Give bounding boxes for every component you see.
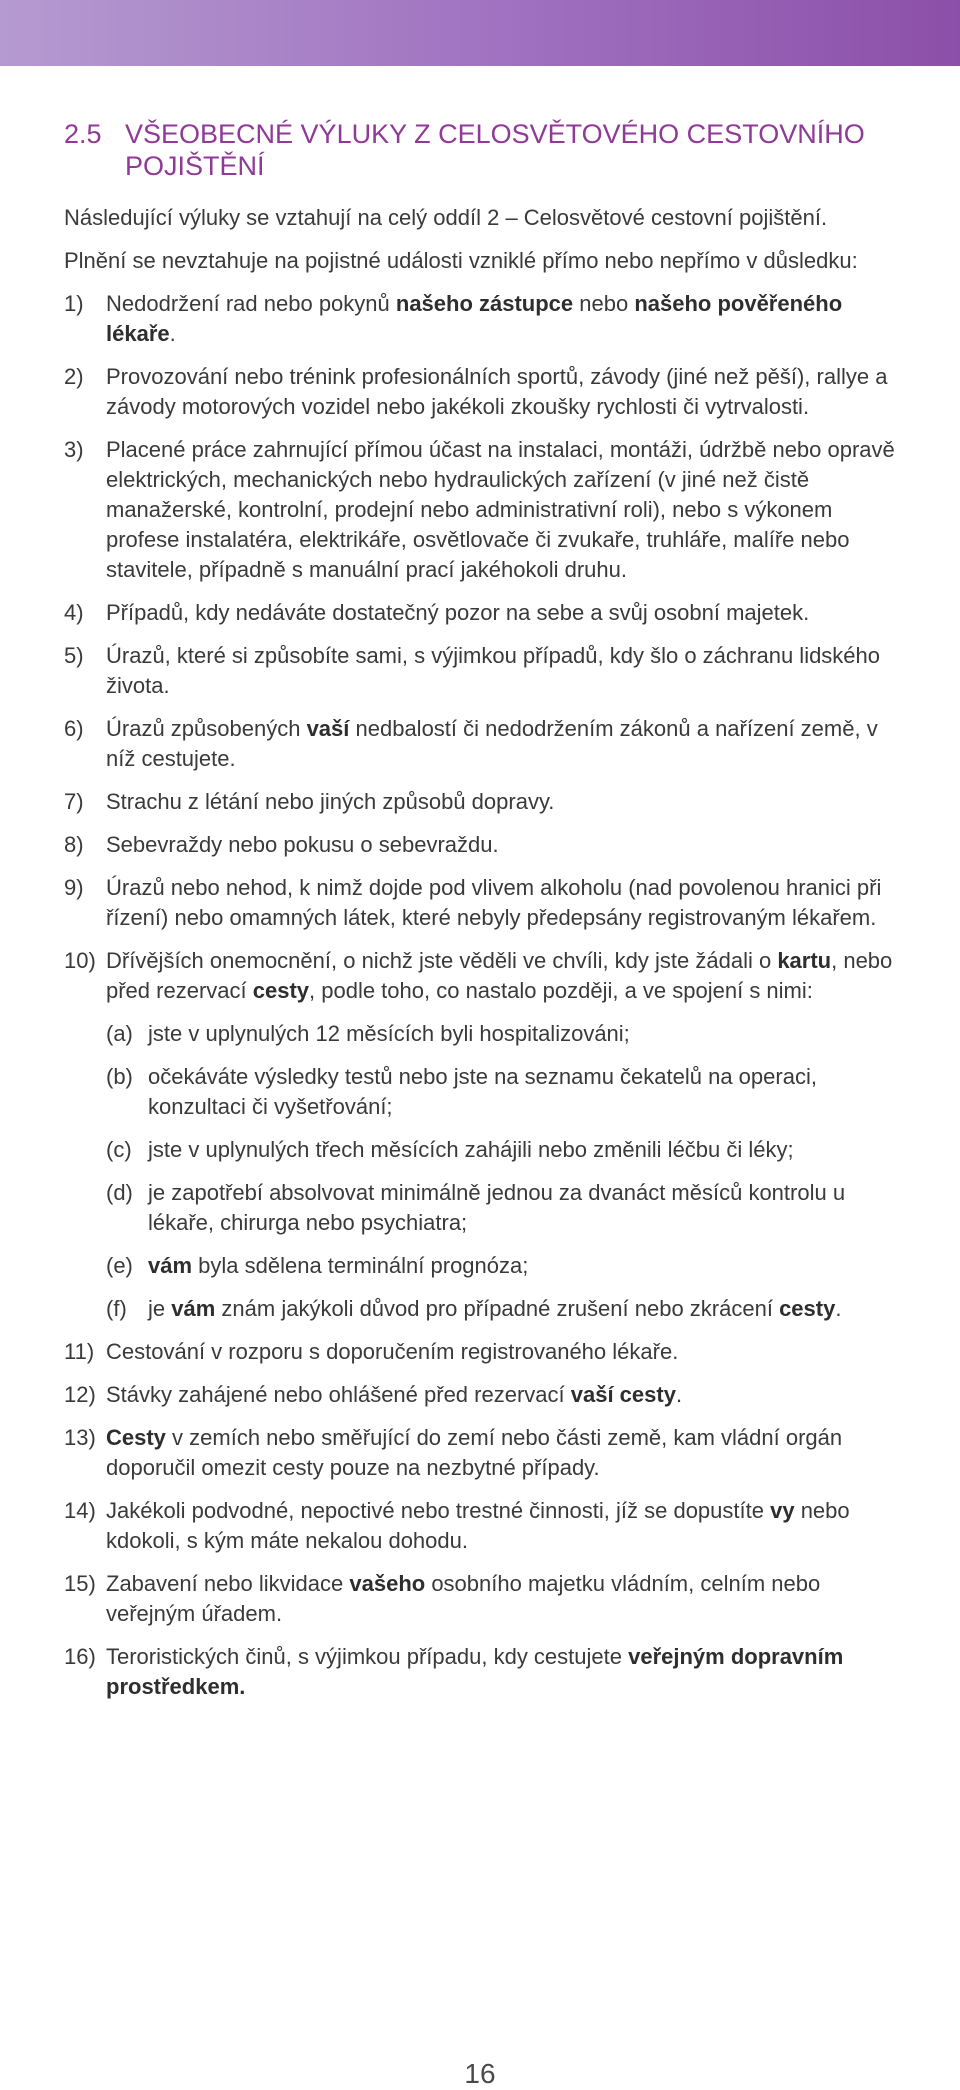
list-item (64, 787, 904, 817)
emphasis-text: cesty (779, 1296, 836, 1321)
list-item-text (106, 1642, 904, 1702)
list-item (64, 1337, 904, 1367)
sub-list-item (106, 1019, 904, 1049)
list-item-text (106, 1380, 904, 1410)
body-text: nedbalostí či nedodržením zákonů a nařízení země, v níž cestujete. (106, 716, 878, 771)
sub-list-item-letter: (c) (106, 1137, 132, 1162)
list-item (64, 641, 904, 701)
list-item-number: 4) (64, 600, 84, 625)
list-item-text (106, 787, 904, 817)
body-text: Úrazů, které si způsobíte sami, s výjimkou případů, kdy šlo o záchranu lidského života. (106, 643, 881, 698)
sub-list-item-letter: (b) (106, 1064, 133, 1089)
sub-list-item-letter: (f) (106, 1296, 127, 1321)
emphasis-text: našeho zástupce (395, 291, 574, 316)
sub-list-item-text (148, 1135, 904, 1165)
body-text: v zemích nebo směřující do zemí nebo části země, kam vládní orgán doporučil omezit cesty pouze na nezbytné případy. (106, 1425, 843, 1480)
list-item (64, 289, 904, 349)
body-text: . (835, 1296, 842, 1321)
body-text: je (148, 1296, 172, 1321)
list-item (64, 1569, 904, 1629)
body-text: je zapotřebí absolvovat minimálně jednou za dvanáct měsíců kontrolu u lékaře, chirurga nebo psychiatra; (148, 1180, 846, 1235)
section-number: 2.5 (64, 119, 102, 149)
sub-list-item-text (148, 1294, 904, 1324)
list-item (64, 1423, 904, 1483)
body-text: Provozování nebo trénink profesionálních sportů, závody (jiné než pěší), rallye a závody motorových vozidel nebo jakékoli zkoušky rychlosti či vytrvalosti. (106, 364, 888, 419)
list-item-number: 3) (64, 437, 84, 462)
list-item (64, 362, 904, 422)
emphasis-text: vám (148, 1253, 193, 1278)
intro-paragraph: Následující výluky se vztahují na celý oddíl 2 – Celosvětové cestovní pojištění. (64, 205, 828, 230)
body-text: jste v uplynulých třech měsících zahájili nebo změnili léčbu či léky; (148, 1137, 794, 1162)
emphasis-text: kartu (777, 948, 832, 973)
header-band (0, 0, 960, 66)
sub-list-item (106, 1062, 904, 1122)
list-item (64, 435, 904, 585)
emphasis-text: veřejným dopravním prostředkem. (106, 1644, 844, 1699)
sub-list-item-text (148, 1178, 904, 1238)
list-item (64, 1380, 904, 1410)
list-item-number: 12) (64, 1382, 96, 1407)
body-text: , nebo před rezervací (106, 948, 893, 1003)
list-item-number: 14) (64, 1498, 96, 1523)
list-item-text (106, 362, 904, 422)
sub-list-item (106, 1294, 904, 1324)
list-item-number: 9) (64, 875, 84, 900)
body-text: Placené práce zahrnující přímou účast na instalaci, montáži, údržbě nebo opravě elektrických, mechanických nebo hydraulických zařízení (v jiné než čistě manažerské, kontrolní, prodejní nebo administrativní roli), nebo s výkonem profese instalatéra, elektrikáře, osvětlovače či zvukaře, truhláře, malíře nebo stavitele, případně s manuální prací jakéhokoli druhu. (106, 437, 895, 582)
list-item-number: 10) (64, 948, 96, 973)
section-heading (64, 118, 904, 182)
emphasis-text: cesty (252, 978, 310, 1003)
list-item-text (106, 830, 904, 860)
sub-list-item-letter: (a) (106, 1021, 133, 1046)
list-item (64, 598, 904, 628)
body-text: Sebevraždy nebo pokusu o sebevraždu. (106, 832, 499, 857)
body-text: Strachu z létání nebo jiných způsobů dopravy. (106, 789, 555, 814)
body-text: Případů, kdy nedáváte dostatečný pozor na sebe a svůj osobní majetek. (106, 600, 810, 625)
body-text: nebo kdokoli, s kým máte nekalou dohodu. (106, 1498, 850, 1553)
body-text: Dřívějších onemocnění, o nichž jste věděli ve chvíli, kdy jste žádali o (106, 948, 778, 973)
list-item (64, 873, 904, 933)
sub-list-item (106, 1251, 904, 1281)
body-text: Jakékoli podvodné, nepoctivé nebo trestné činnosti, jíž se dopustíte (106, 1498, 771, 1523)
list-item-text (106, 946, 904, 1006)
list-item-text (106, 1337, 904, 1367)
list-item-text (106, 289, 904, 349)
body-text: nebo (573, 291, 635, 316)
emphasis-text: vaší cesty (570, 1382, 676, 1407)
sub-list-item-text (148, 1251, 904, 1281)
list-item-text (106, 873, 904, 933)
list-item-text (106, 1496, 904, 1556)
list-item (64, 1496, 904, 1556)
list-item (64, 830, 904, 860)
body-text: Úrazů způsobených (106, 716, 307, 741)
sub-list-item-text (148, 1062, 904, 1122)
sub-list-item (106, 1135, 904, 1165)
list-item-number: 5) (64, 643, 84, 668)
list-item-number: 1) (64, 291, 84, 316)
document-body (64, 118, 904, 1715)
sub-list-item (106, 1178, 904, 1238)
list-item-text (106, 1423, 904, 1483)
list-item-number: 15) (64, 1571, 96, 1596)
list-item-number: 6) (64, 716, 84, 741)
body-text: Teroristických činů, s výjimkou případu, kdy cestujete (106, 1644, 629, 1669)
list-item-number: 13) (64, 1425, 96, 1450)
body-text: Cestování v rozporu s doporučením registrovaného lékaře. (106, 1339, 679, 1364)
emphasis-text: vaší (306, 716, 350, 741)
body-text: byla sdělena terminální prognóza; (192, 1253, 529, 1278)
body-text: osobního majetku vládním, celním nebo veřejným úřadem. (106, 1571, 821, 1626)
sub-list-item-letter: (d) (106, 1180, 133, 1205)
body-text: znám jakýkoli důvod pro případné zrušení nebo zkrácení (215, 1296, 780, 1321)
list-item-number: 16) (64, 1644, 96, 1669)
exclusions-list (64, 289, 904, 1702)
list-item-text (106, 598, 904, 628)
list-item-number: 2) (64, 364, 84, 389)
sub-list-item-letter: (e) (106, 1253, 133, 1278)
body-text: očekáváte výsledky testů nebo jste na seznamu čekatelů na operaci, konzultaci či vyšetřování; (148, 1064, 817, 1119)
body-text: , podle toho, co nastalo později, a ve spojení s nimi: (309, 978, 813, 1003)
emphasis-text: vám (171, 1296, 216, 1321)
list-item (64, 714, 904, 774)
lead-paragraph: Plnění se nevztahuje na pojistné události vzniklé přímo nebo nepřímo v důsledku: (64, 248, 858, 273)
list-item-text (106, 714, 904, 774)
body-text: jste v uplynulých 12 měsících byli hospitalizováni; (148, 1021, 630, 1046)
body-text: . (675, 1382, 683, 1407)
list-item (64, 946, 904, 1006)
body-text: Zabavení nebo likvidace (106, 1571, 350, 1596)
list-item-number: 8) (64, 832, 84, 857)
body-text: . (169, 321, 176, 346)
sub-list-item-text (148, 1019, 904, 1049)
emphasis-text: Cesty (106, 1425, 166, 1450)
section-title: VŠEOBECNÉ VÝLUKY Z CELOSVĚTOVÉHO CESTOVNÍHO POJIŠTĚNÍ (125, 119, 865, 181)
body-text: Nedodržení rad nebo pokynů (106, 291, 396, 316)
list-item-text (106, 435, 904, 585)
list-item-text (106, 1569, 904, 1629)
body-text: Úrazů nebo nehod, k nimž dojde pod vlivem alkoholu (nad povolenou hranici při řízení) nebo omamných látek, které nebyly předepsány registrovaným lékařem. (106, 875, 882, 930)
emphasis-text: našeho pověřeného lékaře (106, 291, 843, 346)
list-item-number: 11) (64, 1339, 95, 1364)
emphasis-text: vy (770, 1498, 795, 1523)
list-item-number: 7) (64, 789, 84, 814)
body-text: Stávky zahájené nebo ohlášené před rezervací (106, 1382, 571, 1407)
list-item-text (106, 641, 904, 701)
page-number: 16 (464, 2058, 496, 2089)
list-item (64, 1642, 904, 1702)
emphasis-text: vašeho (349, 1571, 426, 1596)
